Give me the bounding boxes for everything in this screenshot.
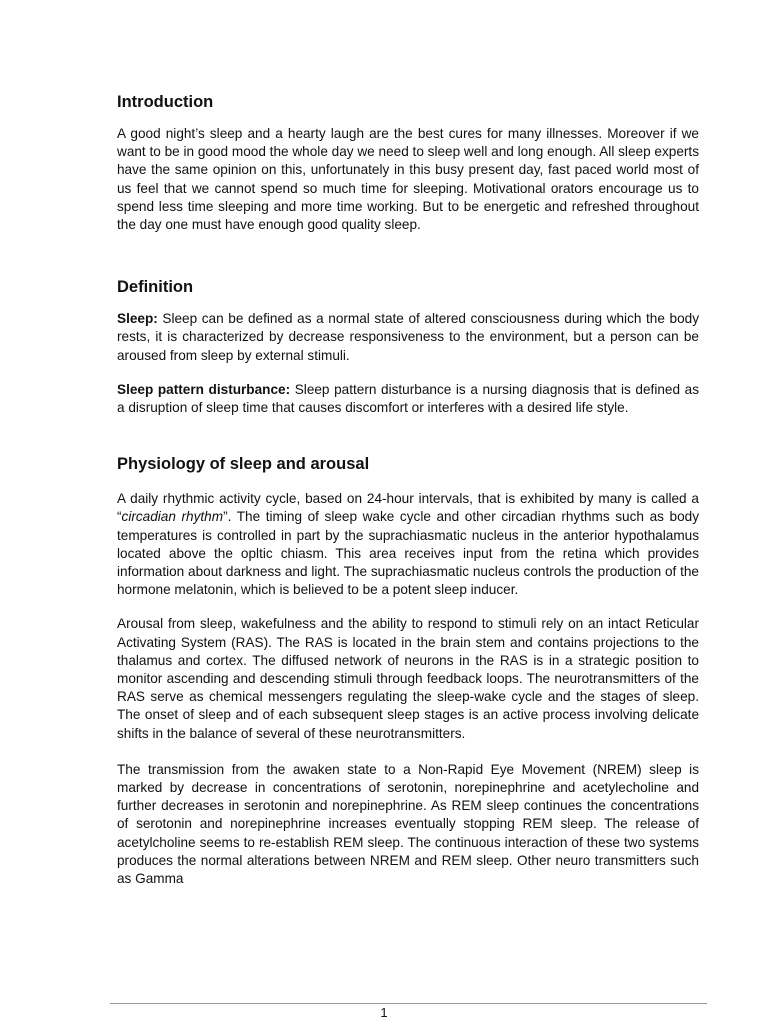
document-page: [117, 88, 699, 888]
circadian-paragraph: [117, 490, 699, 599]
sleep-definition-paragraph: [117, 310, 699, 365]
circadian-text-before: A daily rhythmic activity cycle, based on 24-hour intervals, that is exhibited by many is called a “: [117, 491, 699, 525]
sleep-definition-text: Sleep can be defined as a normal state of altered consciousness during which the body rests, it is characterized by decrease responsiveness to the environment, but a person can be aroused from sleep by external stimuli.: [117, 311, 699, 363]
introduction-heading: Introduction: [117, 93, 214, 111]
footer-divider: [110, 1003, 707, 1004]
page-number: 1: [380, 1005, 388, 1020]
circadian-text-after: ”. The timing of sleep wake cycle and other circadian rhythms such as body temperatures is controlled in part by the suprachiasmatic nucleus in the anterior hypothalamus located above the opltic chiasm. This area receives input from the retina which provides information about darkness and light. The suprachiasmatic nucleus controls the production of the hormone melatonin, which is believed to be a potent sleep inducer.: [117, 509, 699, 598]
definition-heading: Definition: [117, 278, 194, 297]
sleep-pattern-disturbance-term: Sleep pattern disturbance:: [117, 381, 291, 397]
sleep-term: Sleep:: [117, 311, 158, 327]
sleep-pattern-disturbance-text: Sleep pattern disturbance is a nursing diagnosis that is defined as a disruption of sleep time that causes discomfort or interferes with a desired life style.: [117, 381, 699, 416]
introduction-paragraph: A good night’s sleep and a hearty laugh are the best cures for many illnesses. Moreover if we want to be in good mood the whole day we need to sleep well and long enough. All sleep experts have the same opinion on this, unfortunately in this busy present day, fast paced world most of us feel that we cannot spend so much time for sleeping. Motivational orators encourage us to spend less time sleeping and more time working. But to be energetic and refreshed throughout the day one must have enough good quality sleep.: [117, 126, 699, 233]
transmission-paragraph: The transmission from the awaken state to a Non-Rapid Eye Movement (NREM) sleep is marked by decrease in concentrations of serotonin, norepinephrine and acetylecholine and further decreases in serotonin and norepinephrine. As REM sleep continues the concentrations of serotonin and norepinephrine increases eventually stopping REM sleep. The release of acetylcholine seems to re-establish REM sleep. The continuous interaction of these two systems produces the normal alterations between NREM and REM sleep. Other neuro transmitters such as Gamma: [117, 761, 699, 887]
sleep-pattern-disturbance-paragraph: [117, 381, 699, 417]
arousal-paragraph: Arousal from sleep, wakefulness and the ability to respond to stimuli rely on an intact Reticular Activating System (RAS). The RAS is located in the brain stem and contains projections to the thalamus and cortex. The diffused network of neurons in the RAS is in a strategic position to monitor ascending and descending stimuli through feedback loops. The neurotransmitters of the RAS serve as chemical messengers regulating the sleep-wake cycle and the stages of sleep. The onset of sleep and of each subsequent sleep stages is an active process involving delicate shifts in the balance of several of these neurotransmitters.: [117, 616, 699, 741]
circadian-rhythm-term: circadian rhythm: [121, 509, 224, 525]
physiology-heading: Physiology of sleep and arousal: [117, 455, 370, 474]
